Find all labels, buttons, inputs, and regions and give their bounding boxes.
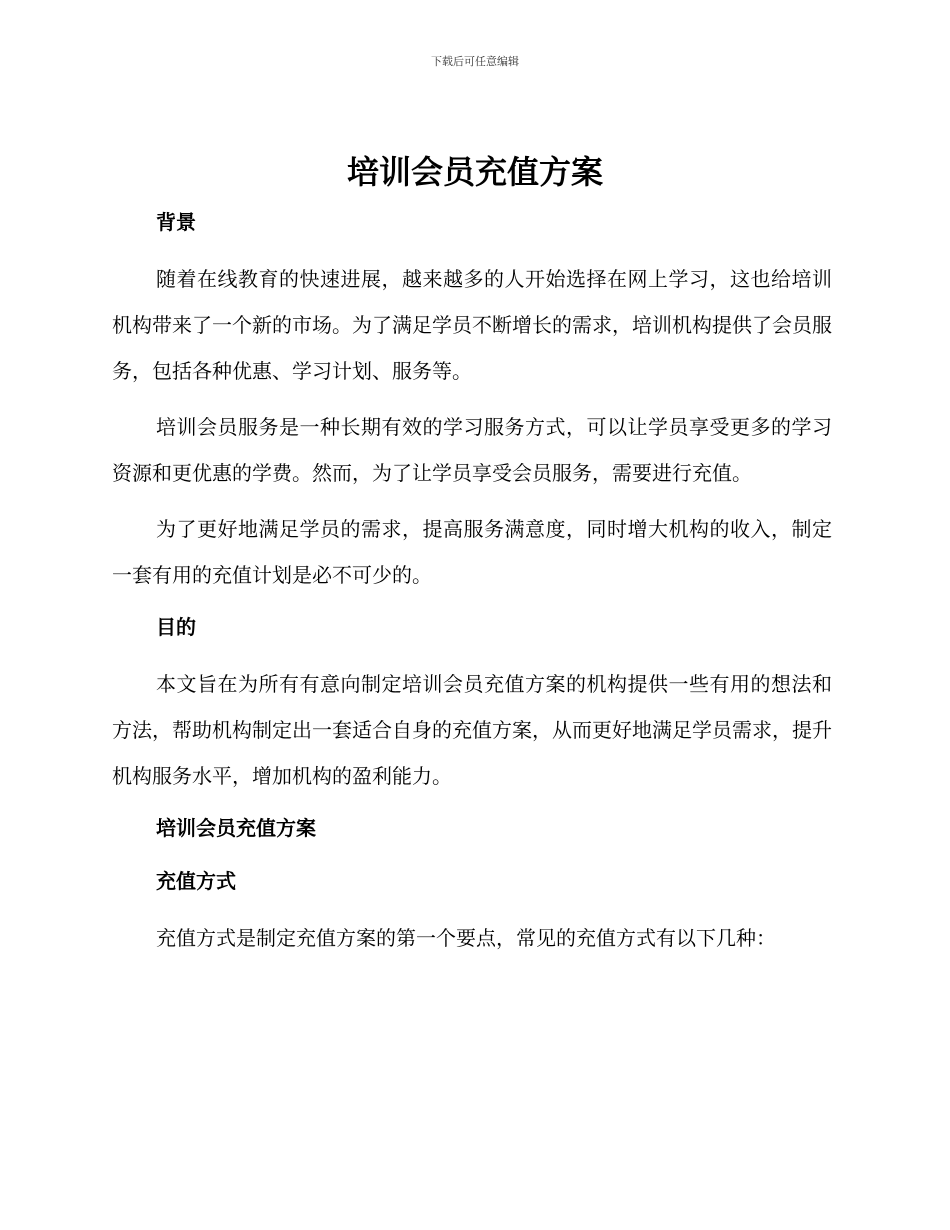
background-paragraph-3: 为了更好地满足学员的需求，提高服务满意度，同时增大机构的收入，制定一套有用的充值计划是必不可少的。 [112,517,832,587]
purpose-heading: 目的 [156,615,196,639]
background-heading: 背景 [156,210,196,234]
plan-heading: 培训会员充值方案 [156,816,316,840]
document-title: 培训会员充值方案 [346,153,603,191]
background-paragraph-2: 培训会员服务是一种长期有效的学习服务方式，可以让学员享受更多的学习资源和更优惠的学费。然而，为了让学员享受会员服务，需要进行充值。 [112,415,832,485]
header-note: 下载后可任意编辑 [431,55,519,68]
document-body [112,203,832,971]
background-paragraph-1: 随着在线教育的快速进展，越来越多的人开始选择在网上学习，这也给培训机构带来了一个新的市场。为了满足学员不断增长的需求，培训机构提供了会员服务，包括各种优惠、学习计划、服务等。 [112,267,832,383]
recharge-method-paragraph-1: 充值方式是制定充值方案的第一个要点，常见的充值方式有以下几种： [156,926,776,950]
purpose-paragraph-1: 本文旨在为所有有意向制定培训会员充值方案的机构提供一些有用的想法和方法，帮助机构制定出一套适合自身的充值方案，从而更好地满足学员需求，提升机构服务水平，增加机构的盈利能力。 [112,672,832,788]
recharge-method-heading: 充值方式 [156,869,236,893]
